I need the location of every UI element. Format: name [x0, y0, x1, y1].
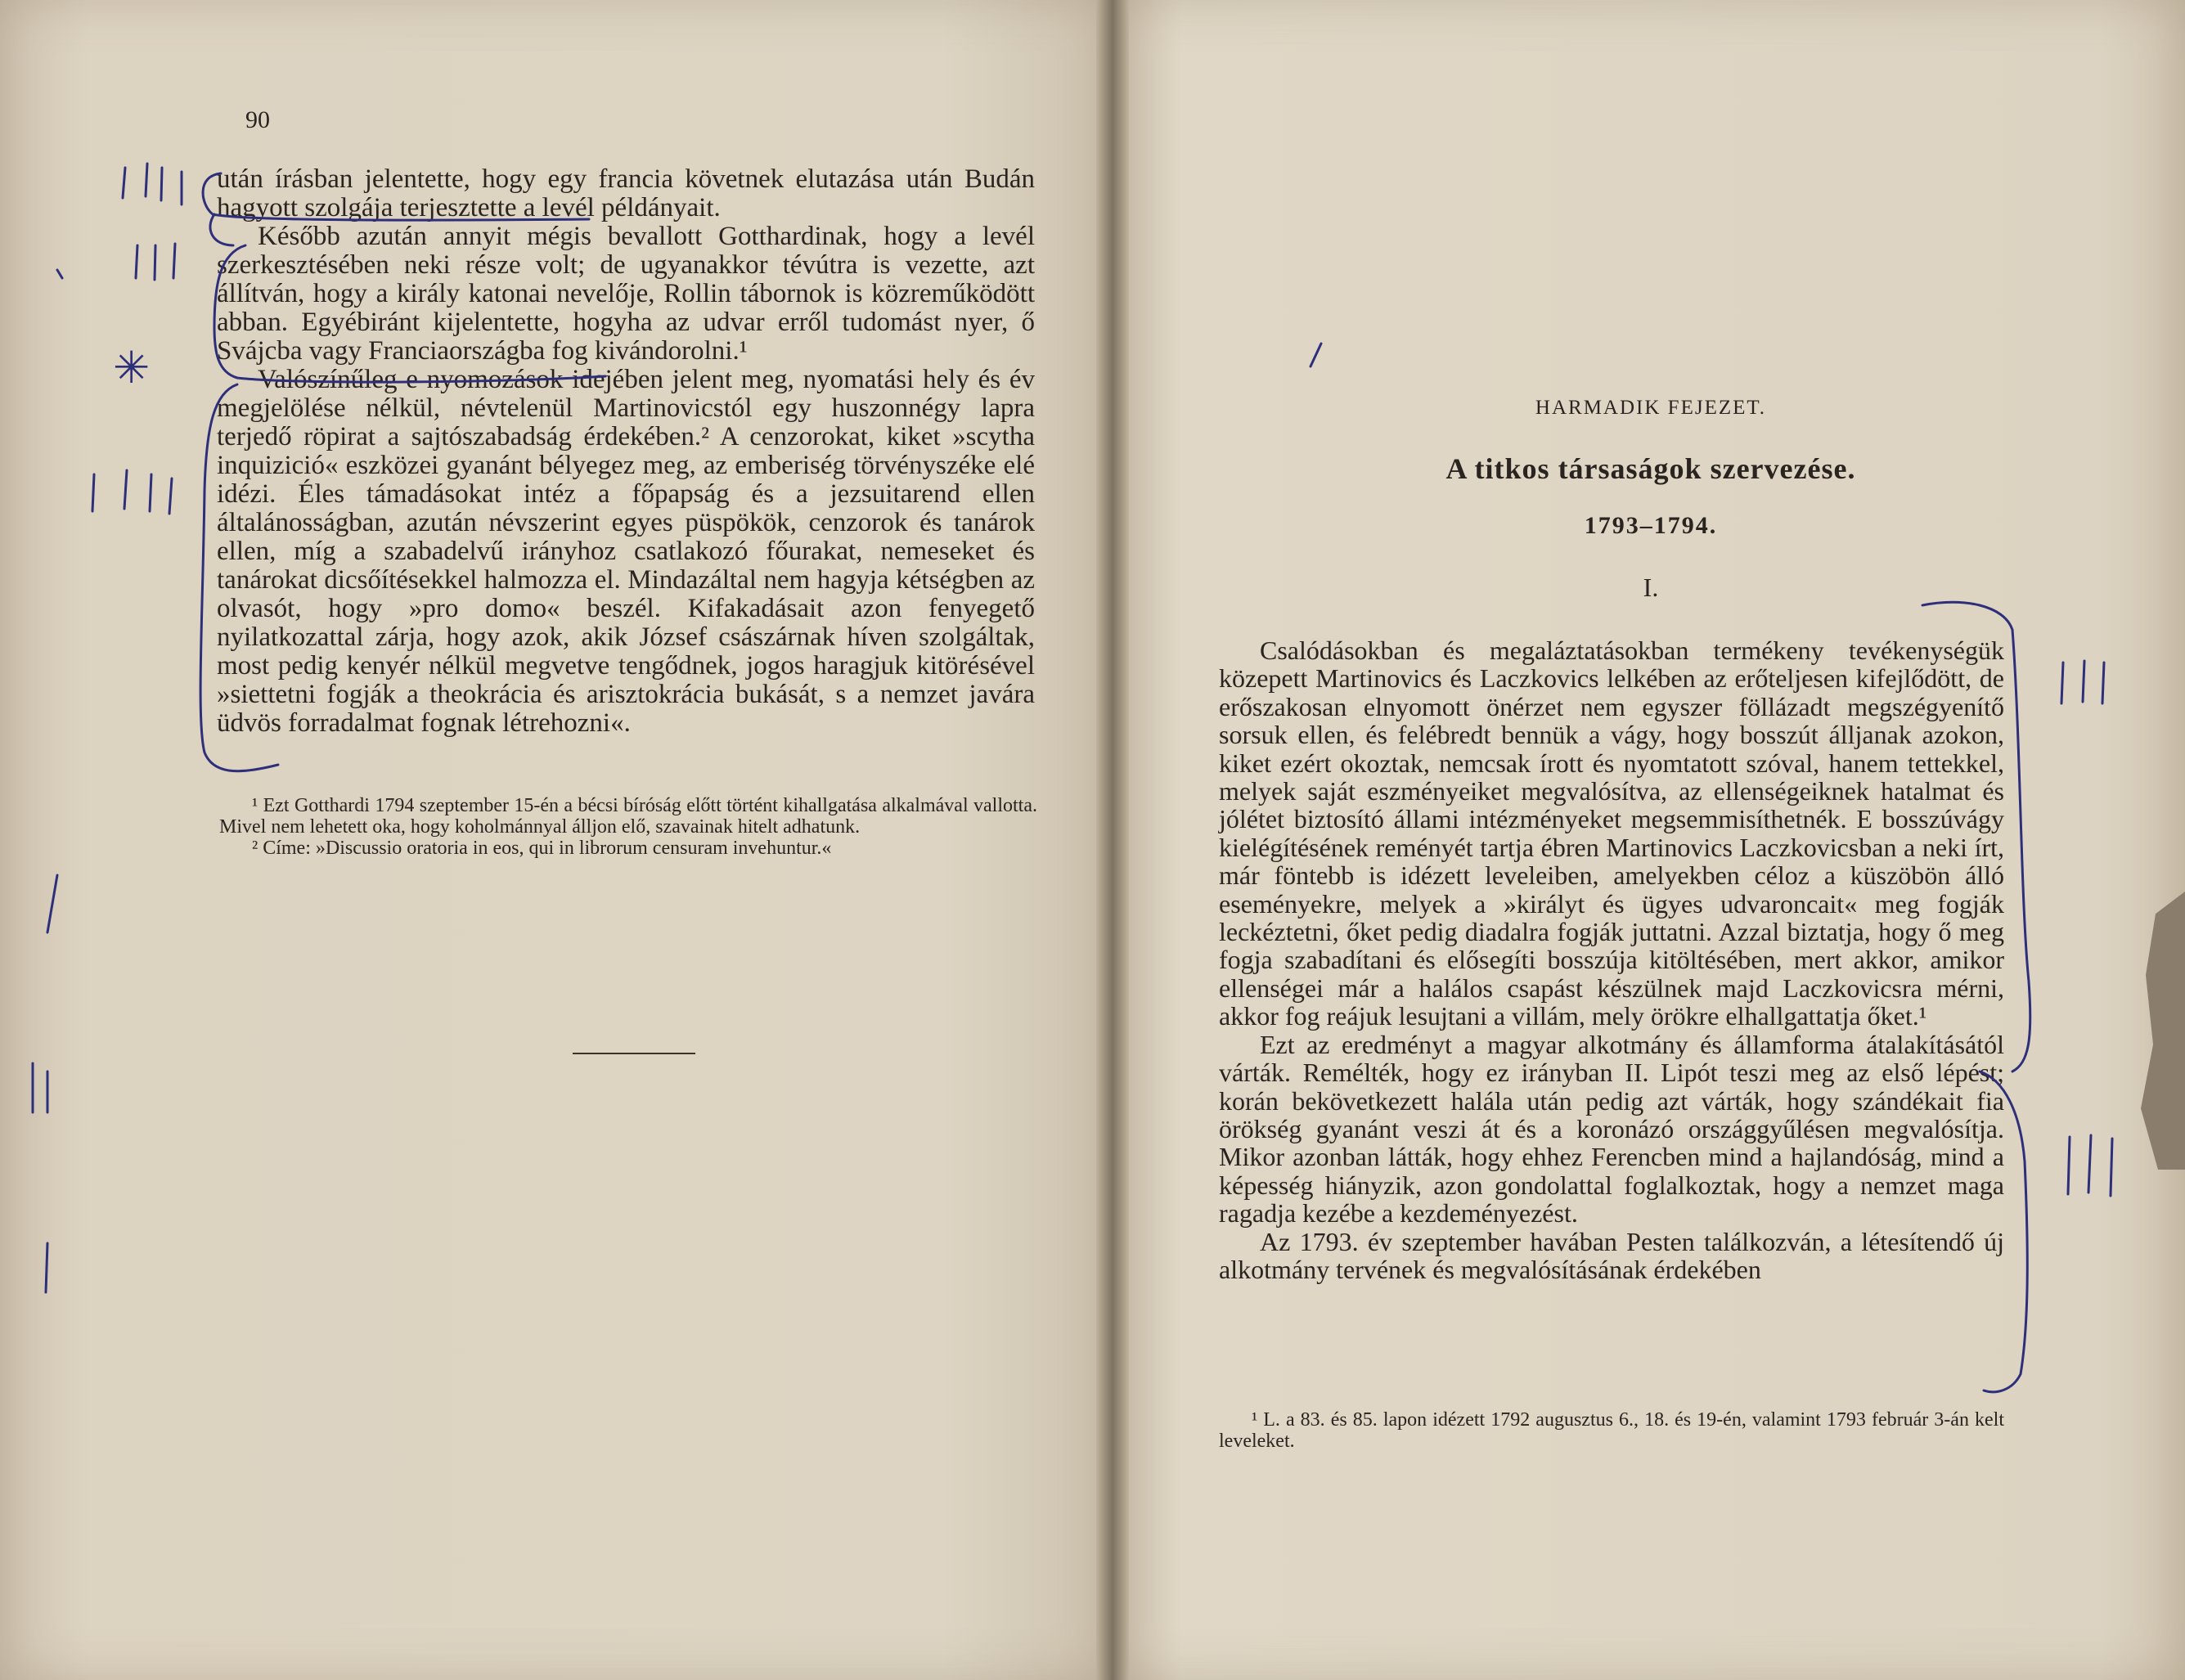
page-number: 90 — [245, 106, 270, 133]
footnote: ¹ L. a 83. és 85. lapon idézett 1792 augusztus 6., 18. és 19-én, valamint 1793 február 3-án kelt leveleket. — [1219, 1409, 2004, 1452]
left-paragraph: után írásban jelentette, hogy egy francia követnek elutazása után Budán hagyott szolgája terjesztette a levél példányait. — [217, 164, 1035, 222]
book-gutter — [1096, 0, 1129, 1680]
left-paragraph: Később azután annyit mégis bevallott Gotthardinak, hogy a levél szerkesztésében neki része volt; de ugyanakkor tévútra is vezette, azt állítván, hogy a király katonai nevelője, Rollin tábornok is közreműködött abban. Egyébiránt kijelentette, hogyha az udvar erről tudomást nyer, ő Svájcba vagy Franciaországba fog kivándorolni.¹ — [217, 222, 1035, 366]
right-paragraph: Ezt az eredményt a magyar alkotmány és államforma átalakításától várták. Remélték, hogy ez irányban II. Lipót teszi meg az első lépést; korán bekövetkezett halála után pedig azt várták, hogy szándékait fia örökség gyanánt veszi át és a koronázó országgyűlésen megvalósítja. Mikor azonban látták, hogy ehhez Ferencben mind a hajlandóság, mind a képesség hiányzik, azon gondolattal foglalkoztak, hogy a nemzet maga ragadja kezébe a kezdeményezést. — [1219, 1029, 2004, 1229]
left-paragraph: Valószínűleg e nyomozások idejében jelent meg, nyomatási hely és év megjelölése nélkül, névtelenül Martinovicstól egy huszonnégy lapra terjedő röpirat a sajtószabadság érdekében.² A cenzorokat, kiket »scytha inquizició« eszközei gyanánt bélyegez meg, az emberiség törvényszéke elé idézi. Éles támadásokat intéz a főpapság és a jezsuitarend ellen általánosságban, azután névszerint egyes püspökök, cenzorok és tanárok ellen, míg a szabadelvű irányhoz csatlakozó főurakat, nemeseket és tanárokat dicsőítésekkel halmozza el. Mindazáltal nem hagyja kétségben az olvasót, hogy »pro domo« beszél. Kifakadásait azon fenyegető nyilatkozattal zárja, hogy azok, akik József császárnak híven szolgáltak, most pedig kenyér nélkül megvetve tengődnek, jogos haragjuk kitörésével »siettetni fogják a theokrácia és arisztokrácia bukását, s a nemzet javára üdvös forradalmat fognak létrehozni«. — [217, 365, 1035, 738]
footnote: ¹ Ezt Gotthardi 1794 szeptember 15-én a bécsi bíróság előtt történt kihallgatása alkalmával vallotta. Mivel nem lehetett oka, hogy koholmánnyal álljon elő, szavainak hitelt adhatunk. — [219, 795, 1037, 838]
right-body-text — [1219, 636, 2004, 1283]
asterisk-icon: ✳ — [113, 342, 151, 393]
section-number: I. — [1643, 573, 1659, 602]
right-paragraph: Az 1793. év szeptember havában Pesten találkozván, a létesítendő új alkotmány tervének és megvalósításának érdekében — [1219, 1226, 2004, 1284]
chapter-label: HARMADIK FEJEZET. — [1535, 397, 1767, 419]
chapter-title: A titkos társaságok szervezése. — [1445, 452, 1856, 485]
end-of-text-rule — [573, 1053, 695, 1054]
chapter-years: 1793–1794. — [1584, 512, 1718, 539]
right-footnotes — [1219, 1409, 2004, 1452]
footnote: ² Címe: »Discussio oratoria in eos, qui in librorum censuram invehuntur.« — [252, 838, 832, 859]
right-paragraph: Csalódásokban és megaláztatásokban termékeny tevékenységük közepett Martinovics és Laczkovics lelkében az erőteljesen kifejlődött, de erőszakosan elnyomott önérzet nem egyszer föllázadt megszégyenítő sorsuk ellen, és felébredt bennük a vágy, hogy bosszút álljanak azokon, kiket ezért okoztak, nemcsak írott és nyomtatott szóval, hanem tettekkel, melyek saját eszményeiket megvalósítva, az ellenségeiknek hatalmat és jólétet biztosító állami intézményeket megsemmisíthetnék. E bosszúvágy kielégítésének reményét tartja ébren Martinovics Laczkovicsban a neki írt, már föntebb is idézett leveleiben, amelyekben céloz a küszöbön álló eseményekre, melyek a »királyt és ügyes udvaroncait« meg fogják leckéztetni, őket pedig diadalra fogják juttatni. Azzal biztatja, hogy ő meg fogja szabadítani és elősegíti bosszúja kitöltésében, mert akkor, amikor ellenségei már a halálos csapást készülnek majd Laczkovicsra mérni, akkor fog reájuk lesujtani a villám, mely örökre elhallgattatja őket.¹ — [1219, 636, 2004, 1031]
left-body-text — [217, 165, 1035, 738]
left-footnotes — [219, 795, 1037, 859]
